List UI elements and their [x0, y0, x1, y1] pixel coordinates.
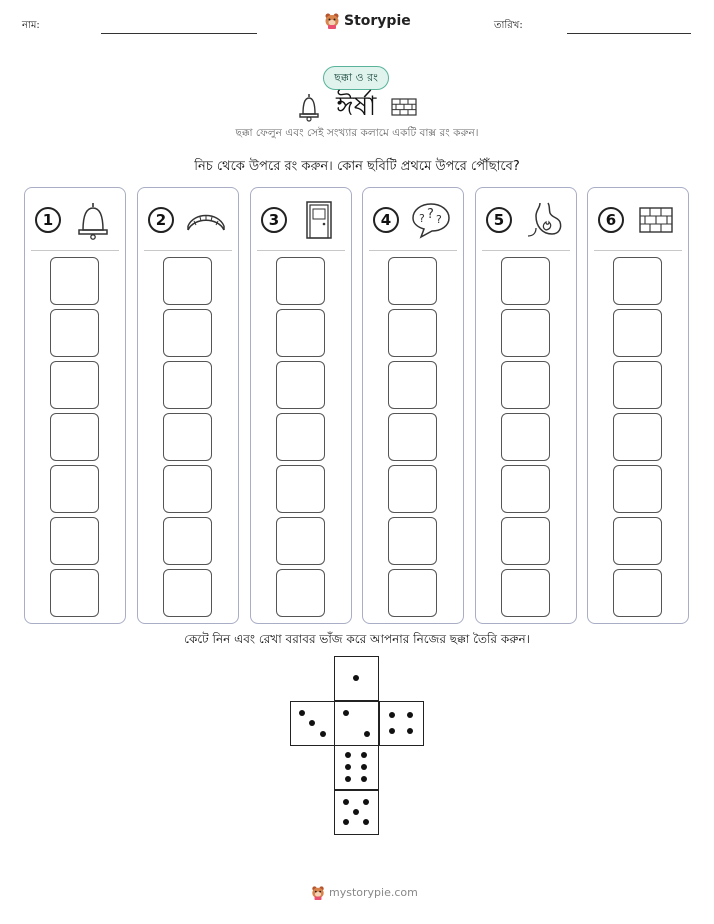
dice-pip: [353, 675, 359, 681]
brand-name: Storypie: [344, 12, 411, 29]
color-box[interactable]: [388, 569, 437, 617]
color-box[interactable]: [50, 569, 99, 617]
dice-pip: [364, 731, 370, 737]
column-header: [138, 188, 238, 250]
dice-pip: [345, 776, 351, 782]
dice-pip: [361, 752, 367, 758]
color-box[interactable]: [50, 465, 99, 513]
dice-pip: [363, 799, 369, 805]
dice-pip: [361, 776, 367, 782]
dice-pip: [343, 710, 349, 716]
column-header: [476, 188, 576, 250]
bell-icon: [298, 92, 320, 122]
color-box[interactable]: [388, 517, 437, 565]
dice-pip: [309, 720, 315, 726]
name-field[interactable]: [101, 33, 257, 34]
color-box[interactable]: [163, 361, 212, 409]
color-box[interactable]: [501, 465, 550, 513]
column-header: [588, 188, 688, 250]
brick-wall-icon: [391, 98, 417, 116]
column-header: [251, 188, 351, 250]
dice-column-4: [362, 187, 464, 624]
color-box[interactable]: [613, 569, 662, 617]
dice-column-6: [587, 187, 689, 624]
color-box[interactable]: [276, 257, 325, 305]
color-box[interactable]: [163, 465, 212, 513]
dice-pip: [353, 809, 359, 815]
dice-pip: [320, 731, 326, 737]
column-header: [25, 188, 125, 250]
color-box[interactable]: [163, 309, 212, 357]
dice-pip: [345, 764, 351, 770]
title-word: ঈর্ষা: [336, 91, 377, 122]
dice-face-2: [334, 701, 379, 746]
column-number: 4: [373, 207, 399, 233]
color-box[interactable]: [501, 413, 550, 461]
color-box[interactable]: [501, 517, 550, 565]
dice-pip: [345, 752, 351, 758]
color-box[interactable]: [388, 465, 437, 513]
dice-face-5: [334, 790, 379, 835]
dice-column-5: [475, 187, 577, 624]
column-number: 2: [148, 207, 174, 233]
color-box[interactable]: [50, 361, 99, 409]
stomach-fire-icon: [524, 200, 564, 240]
dice-column-3: [250, 187, 352, 624]
color-box[interactable]: [276, 361, 325, 409]
color-box[interactable]: [163, 569, 212, 617]
column-number: 1: [35, 207, 61, 233]
cut-fold-instruction: কেটে নিন এবং রেখা বরাবর ভাঁজ করে আপনার নিজের ছক্কা তৈরি করুন।: [184, 632, 530, 646]
color-box[interactable]: [163, 517, 212, 565]
dice-face-1: [334, 656, 379, 701]
color-box[interactable]: [613, 361, 662, 409]
color-box[interactable]: [388, 413, 437, 461]
color-box[interactable]: [501, 257, 550, 305]
dice-pip: [361, 764, 367, 770]
column-number: 3: [261, 207, 287, 233]
color-box[interactable]: [613, 257, 662, 305]
column-divider: [144, 250, 232, 251]
color-box[interactable]: [501, 569, 550, 617]
footer-url[interactable]: mystorypie.com: [329, 886, 418, 899]
dice-pip: [389, 728, 395, 734]
dice-column-1: [24, 187, 126, 624]
color-box[interactable]: [50, 413, 99, 461]
color-box[interactable]: [276, 569, 325, 617]
dice-pip: [389, 712, 395, 718]
color-box[interactable]: [388, 361, 437, 409]
color-box[interactable]: [276, 413, 325, 461]
color-box[interactable]: [276, 309, 325, 357]
question: নিচ থেকে উপরে রং করুন। কোন ছবিটি প্রথমে উপরে পৌঁছাবে?: [194, 159, 520, 174]
dice-pip: [407, 712, 413, 718]
color-box[interactable]: [50, 309, 99, 357]
column-divider: [482, 250, 570, 251]
column-number: 5: [486, 207, 512, 233]
color-box[interactable]: [276, 465, 325, 513]
dice-column-2: [137, 187, 239, 624]
color-box[interactable]: [276, 517, 325, 565]
color-box[interactable]: [613, 413, 662, 461]
color-box[interactable]: [388, 257, 437, 305]
column-divider: [31, 250, 119, 251]
dice-pip: [343, 799, 349, 805]
storypie-mascot-icon: [311, 885, 325, 900]
brand-logo: [324, 12, 411, 29]
door-icon: [299, 200, 339, 240]
dice-pip: [299, 710, 305, 716]
date-field[interactable]: [567, 33, 691, 34]
brick-wall-icon: [636, 200, 676, 240]
name-label: নাম:: [22, 20, 40, 31]
color-box[interactable]: [163, 413, 212, 461]
column-divider: [594, 250, 682, 251]
color-box[interactable]: [50, 257, 99, 305]
bridge-icon: [186, 200, 226, 240]
storypie-mascot-icon: [324, 12, 340, 29]
color-box[interactable]: [501, 361, 550, 409]
column-header: [363, 188, 463, 250]
color-box[interactable]: [613, 465, 662, 513]
dice-pip: [407, 728, 413, 734]
dice-face-6: [334, 745, 379, 790]
dice-pip: [343, 819, 349, 825]
color-box[interactable]: [388, 309, 437, 357]
color-box[interactable]: [163, 257, 212, 305]
subtitle: ছক্কা ফেলুন এবং সেই সংখ্যার কলামে একটি বাক্স রং করুন।: [235, 127, 479, 139]
question-bubble-icon: [411, 200, 451, 240]
column-divider: [369, 250, 457, 251]
color-box[interactable]: [613, 309, 662, 357]
date-label: তারিখ:: [494, 20, 523, 31]
title-row: [0, 86, 714, 126]
dice-face-3: [290, 701, 335, 746]
svg-text:?: ?: [427, 207, 434, 222]
column-divider: [257, 250, 345, 251]
dice-face-4: [379, 701, 424, 746]
column-number: 6: [598, 207, 624, 233]
activity-tag: ছক্কা ও রং: [323, 66, 389, 90]
color-box[interactable]: [50, 517, 99, 565]
bell-icon: [73, 200, 113, 240]
dice-pip: [363, 819, 369, 825]
color-box[interactable]: [613, 517, 662, 565]
color-box[interactable]: [501, 309, 550, 357]
svg-text:?: ?: [419, 212, 425, 225]
svg-text:?: ?: [436, 213, 442, 226]
footer: [311, 885, 418, 900]
